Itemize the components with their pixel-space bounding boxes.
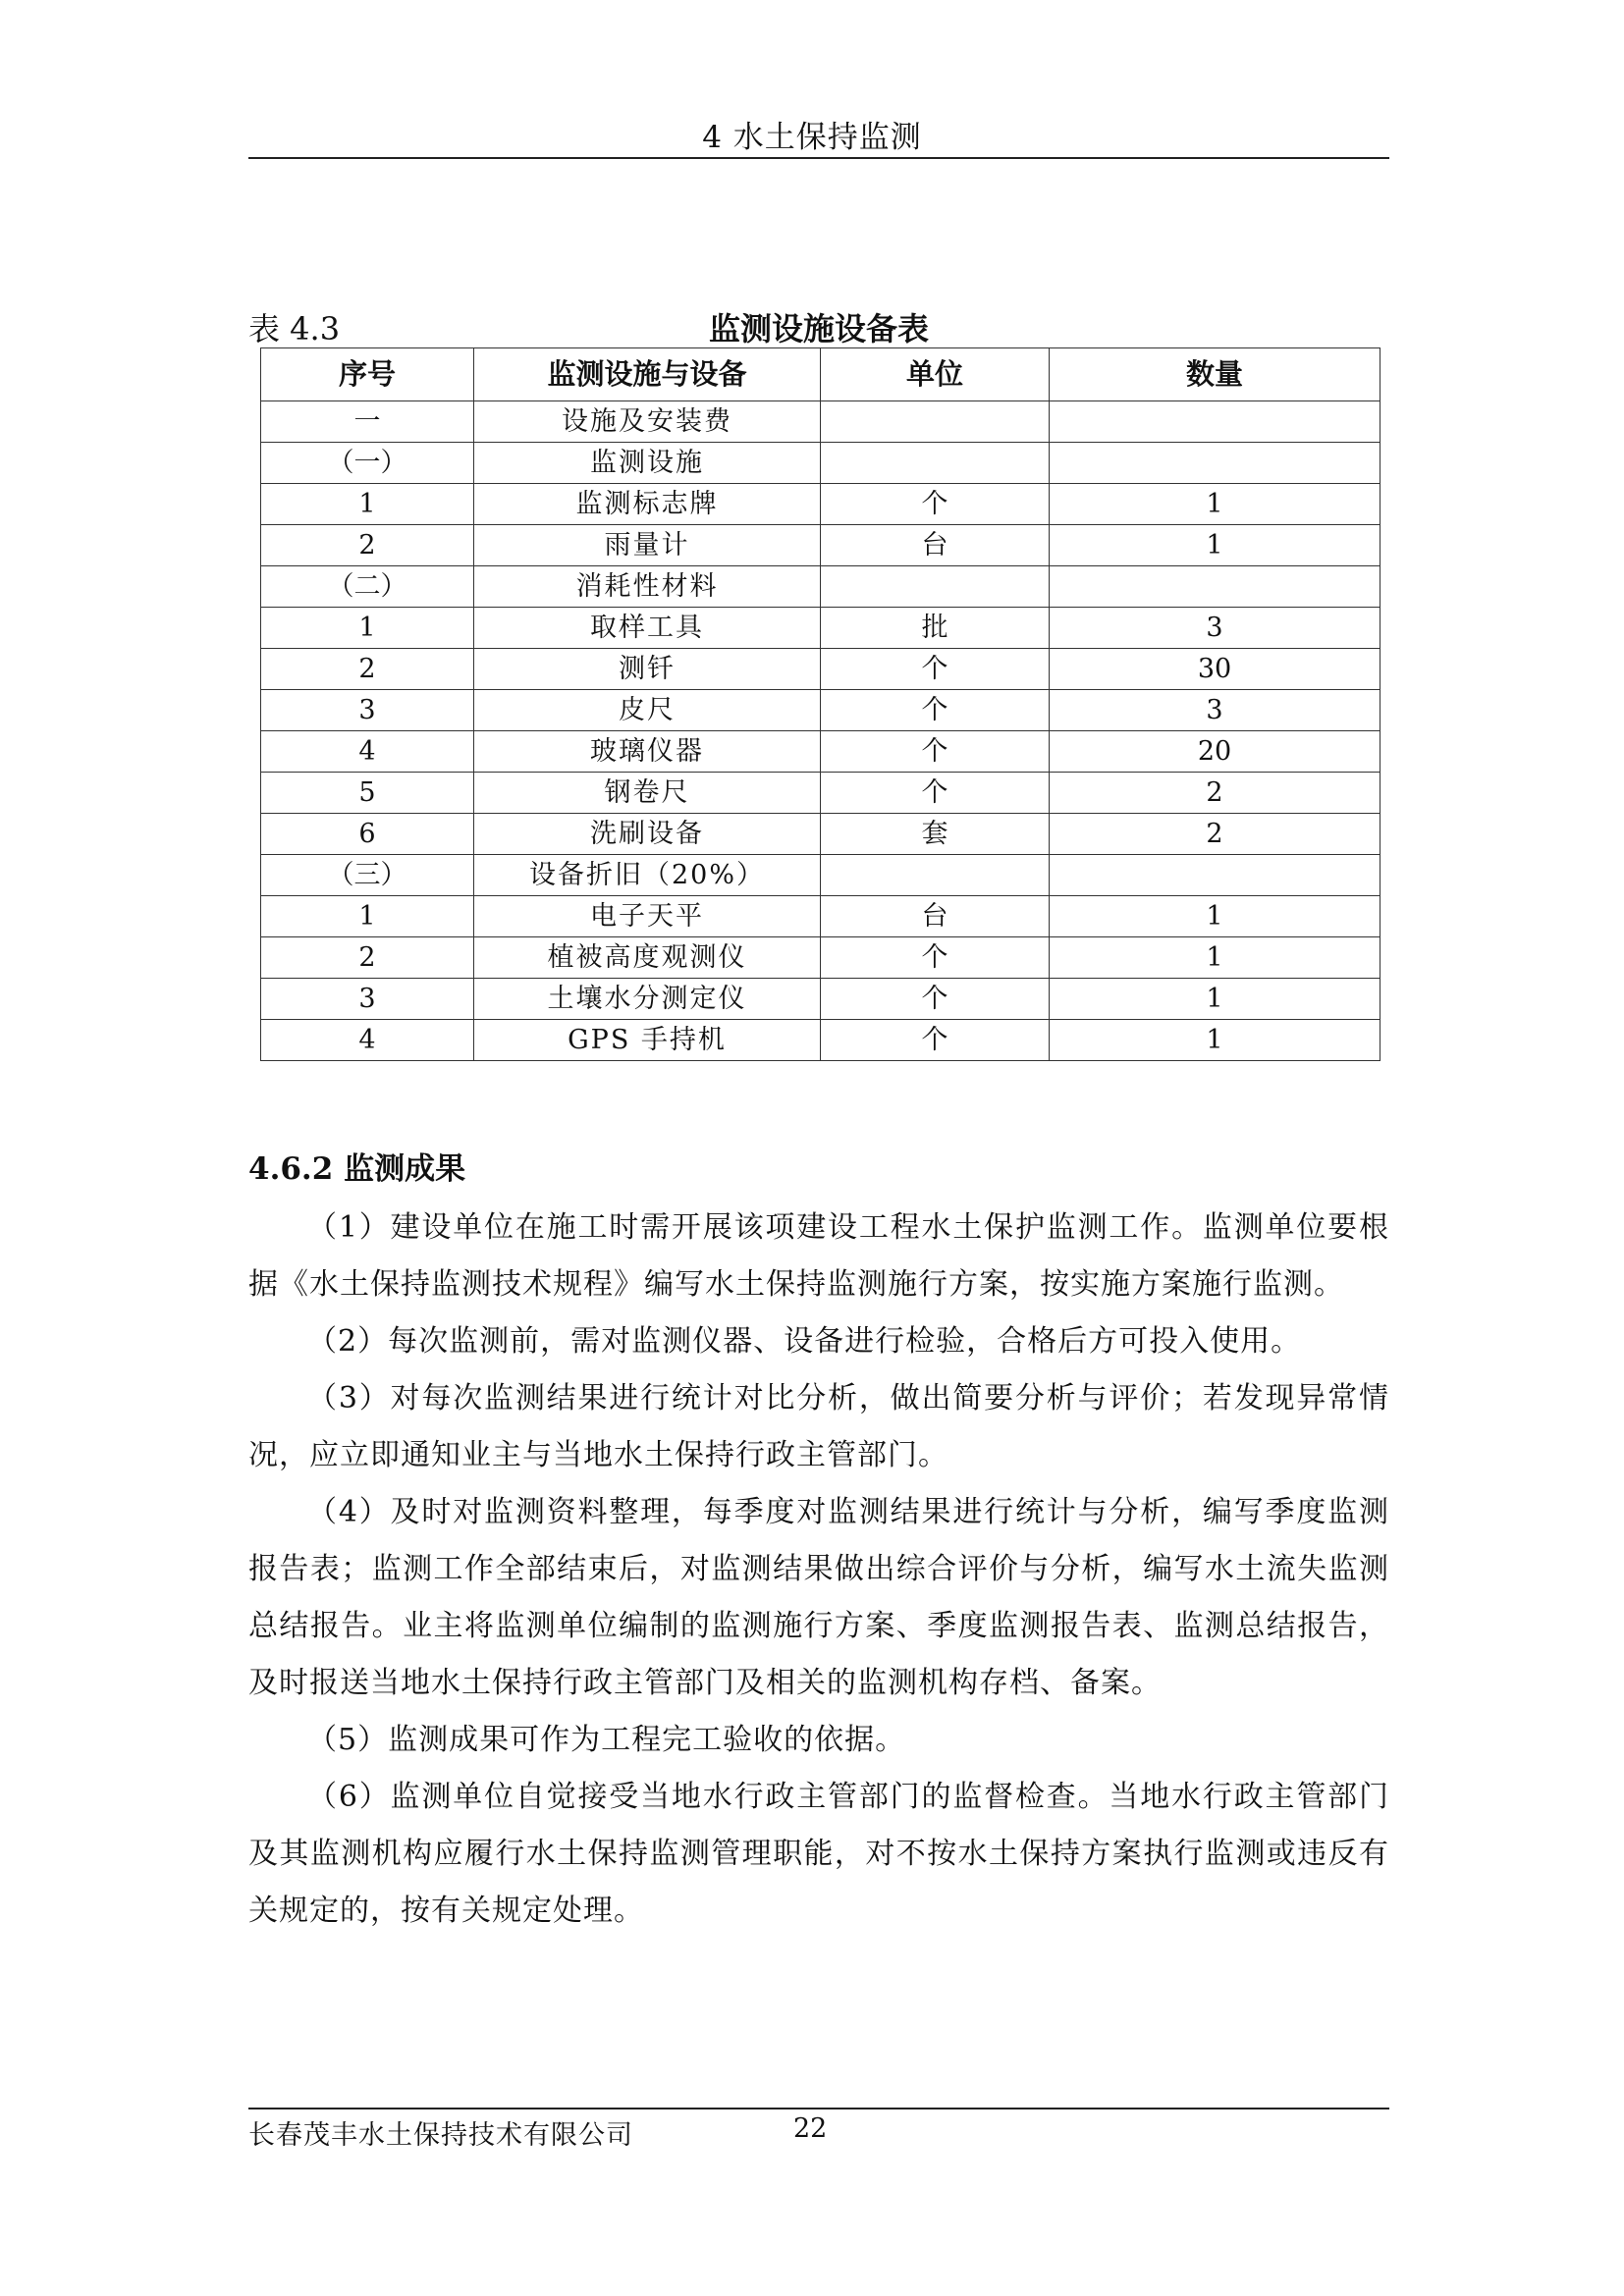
- cell-index: 4: [261, 1020, 474, 1061]
- cell-quantity: 1: [1050, 484, 1380, 525]
- cell-unit: 个: [821, 937, 1050, 979]
- cell-index: 2: [261, 525, 474, 566]
- cell-unit: 个: [821, 484, 1050, 525]
- cell-index: 3: [261, 690, 474, 731]
- cell-unit: [821, 566, 1050, 608]
- section-body: [248, 1200, 1389, 1940]
- paragraph: （3）对每次监测结果进行统计对比分析，做出简要分析与评价；若发现异常情况，应立即通知业主与当地水土保持行政主管部门。: [248, 1381, 1389, 1472]
- table-row: [261, 773, 1380, 814]
- cell-unit: [821, 401, 1050, 443]
- cell-quantity: 1: [1050, 979, 1380, 1020]
- paragraph: （2）每次监测前，需对监测仪器、设备进行检验，合格后方可投入使用。: [307, 1324, 1302, 1359]
- table-row: [261, 608, 1380, 649]
- table-row: [261, 484, 1380, 525]
- cell-unit: 个: [821, 979, 1050, 1020]
- cell-quantity: 1: [1050, 525, 1380, 566]
- header-rule: [248, 157, 1389, 159]
- cell-unit: 台: [821, 525, 1050, 566]
- table-header-row: [261, 348, 1380, 401]
- cell-unit: 个: [821, 649, 1050, 690]
- table-row: [261, 401, 1380, 443]
- paragraph: （6）监测单位自觉接受当地水行政主管部门的监督检查。当地水行政主管部门及其监测机构应履行水土保持监测管理职能，对不按水土保持方案执行监测或违反有关规定的，按有关规定处理。: [248, 1780, 1389, 1928]
- cell-quantity: 3: [1050, 608, 1380, 649]
- cell-index: 6: [261, 814, 474, 855]
- table-row: [261, 896, 1380, 937]
- paragraph: （1）建设单位在施工时需开展该项建设工程水土保护监测工作。监测单位要根据《水土保持监测技术规程》编写水土保持监测施行方案，按实施方案施行监测。: [248, 1210, 1389, 1302]
- cell-index: 1: [261, 484, 474, 525]
- paragraph: （4）及时对监测资料整理，每季度对监测结果进行统计与分析，编写季度监测报告表；监测工作全部结束后，对监测结果做出综合评价与分析，编写水土流失监测总结报告。业主将监测单位编制的监测施行方案、季度监测报告表、监测总结报告，及时报送当地水土保持行政主管部门及相关的监测机构存档、备案。: [248, 1495, 1389, 1700]
- cell-item: 玻璃仪器: [474, 731, 821, 773]
- cell-item: 监测设施: [474, 443, 821, 484]
- table-body: [261, 401, 1380, 1061]
- cell-index: 2: [261, 649, 474, 690]
- cell-unit: [821, 855, 1050, 896]
- cell-index: 4: [261, 731, 474, 773]
- cell-quantity: 1: [1050, 896, 1380, 937]
- cell-quantity: [1050, 566, 1380, 608]
- cell-item: 土壤水分测定仪: [474, 979, 821, 1020]
- column-header-quantity: 数量: [1050, 348, 1380, 401]
- table-row: [261, 937, 1380, 979]
- table-row: [261, 855, 1380, 896]
- section-heading: 4.6.2 监测成果: [248, 1151, 466, 1187]
- cell-unit: 个: [821, 690, 1050, 731]
- cell-unit: [821, 443, 1050, 484]
- cell-unit: 批: [821, 608, 1050, 649]
- column-header-unit: 单位: [821, 348, 1050, 401]
- cell-item: 取样工具: [474, 608, 821, 649]
- cell-item: 设施及安装费: [474, 401, 821, 443]
- table-row: [261, 443, 1380, 484]
- table-row: [261, 566, 1380, 608]
- table-row: [261, 525, 1380, 566]
- cell-item: 监测标志牌: [474, 484, 821, 525]
- cell-item: 皮尺: [474, 690, 821, 731]
- cell-unit: 个: [821, 1020, 1050, 1061]
- cell-index: （一）: [261, 443, 474, 484]
- cell-index: 1: [261, 896, 474, 937]
- cell-index: 2: [261, 937, 474, 979]
- cell-unit: 套: [821, 814, 1050, 855]
- cell-quantity: 2: [1050, 814, 1380, 855]
- cell-quantity: 20: [1050, 731, 1380, 773]
- cell-quantity: 3: [1050, 690, 1380, 731]
- column-header-index: 序号: [261, 348, 474, 401]
- footer-rule: [248, 2108, 1389, 2109]
- table-number: 表 4.3: [248, 310, 341, 347]
- cell-item: 设备折旧（20%）: [474, 855, 821, 896]
- cell-item: 植被高度观测仪: [474, 937, 821, 979]
- cell-item: 雨量计: [474, 525, 821, 566]
- column-header-item: 监测设施与设备: [474, 348, 821, 401]
- table-row: [261, 649, 1380, 690]
- cell-unit: 台: [821, 896, 1050, 937]
- cell-quantity: 2: [1050, 773, 1380, 814]
- table-row: [261, 690, 1380, 731]
- cell-index: 3: [261, 979, 474, 1020]
- cell-item: 消耗性材料: [474, 566, 821, 608]
- paragraph: （5）监测成果可作为工程完工验收的依据。: [307, 1723, 906, 1757]
- footer-company: 长春茂丰水土保持技术有限公司: [248, 2120, 633, 2151]
- cell-item: 电子天平: [474, 896, 821, 937]
- table-row: [261, 1020, 1380, 1061]
- cell-index: 一: [261, 401, 474, 443]
- cell-quantity: [1050, 443, 1380, 484]
- cell-quantity: 1: [1050, 1020, 1380, 1061]
- cell-quantity: 1: [1050, 937, 1380, 979]
- table-row: [261, 814, 1380, 855]
- cell-quantity: [1050, 855, 1380, 896]
- table-row: [261, 731, 1380, 773]
- running-header: 4 水土保持监测: [702, 120, 922, 155]
- cell-item: 测钎: [474, 649, 821, 690]
- cell-quantity: [1050, 401, 1380, 443]
- table-row: [261, 979, 1380, 1020]
- page-number: 22: [793, 2113, 828, 2144]
- equipment-table: [260, 347, 1380, 1061]
- cell-item: 钢卷尺: [474, 773, 821, 814]
- cell-index: （二）: [261, 566, 474, 608]
- cell-index: 5: [261, 773, 474, 814]
- cell-index: （三）: [261, 855, 474, 896]
- cell-quantity: 30: [1050, 649, 1380, 690]
- table-title: 监测设施设备表: [708, 310, 929, 347]
- table-caption: [248, 304, 1389, 349]
- cell-item: GPS 手持机: [474, 1020, 821, 1061]
- cell-index: 1: [261, 608, 474, 649]
- cell-unit: 个: [821, 731, 1050, 773]
- cell-item: 洗刷设备: [474, 814, 821, 855]
- cell-unit: 个: [821, 773, 1050, 814]
